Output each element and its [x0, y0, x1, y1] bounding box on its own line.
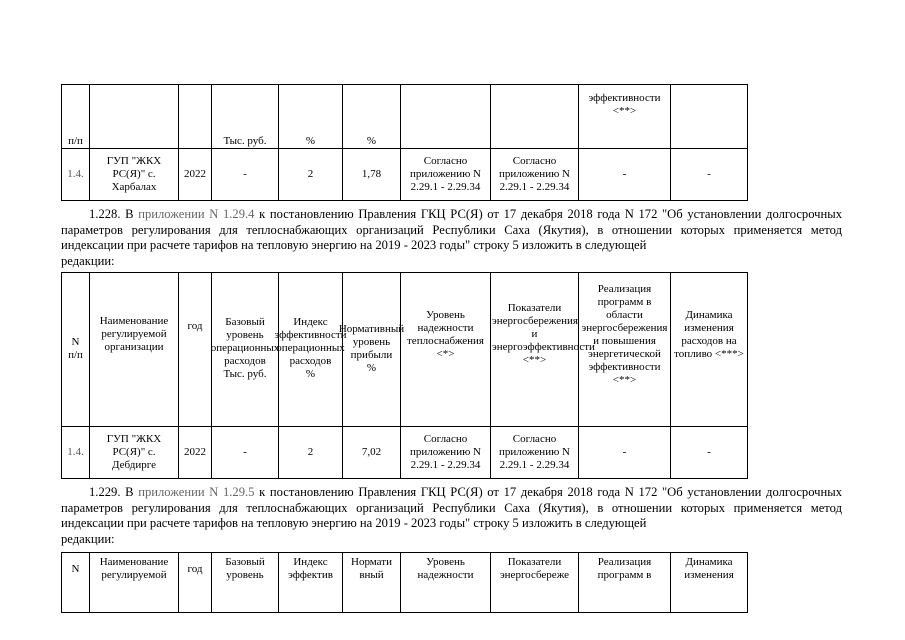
col-n — [62, 85, 90, 149]
paragraph-text: к постановлению Правления ГКЦ РС(Я) от 17 декабря 2018 года N 172 "Об установлении долгосрочных параметров регулирования для теплоснабжающих организаций Республики Саха (Якутия), в отношении которых применяется метод индексации при расчете тарифов на тепловую энергию на 2019 - 2023 годы" строку 5 изложить в следующей — [61, 207, 843, 252]
table-row — [62, 85, 748, 149]
header-programs: Реализация программ в — [579, 553, 671, 613]
header-n: N — [62, 553, 90, 613]
header-org: Наименование регулируемой — [90, 553, 179, 613]
paragraph-last-line: редакции: — [61, 531, 115, 546]
header-base-label: Базовый уровень операционных расходов — [210, 316, 280, 367]
programs-cell: - — [579, 427, 671, 479]
paragraph-number: 1.229. В — [89, 485, 134, 499]
reliability-cell: Согласно приложению N 2.29.1 - 2.29.34 — [401, 149, 491, 201]
table-1 — [61, 84, 748, 201]
paragraph-text: к постановлению Правления ГКЦ РС(Я) от 17 декабря 2018 года N 172 "Об установлении долгосрочных параметров регулирования для теплоснабжающих организаций Республики Саха (Якутия), в отношении которых применяется метод индексации при расчете тарифов на тепловую энергию на 2019 - 2023 годы" строку 5 изложить в следующей — [61, 485, 843, 530]
appendix-link[interactable]: приложении N 1.29.5 — [138, 485, 255, 499]
header-index-label: Индекс эффективности операционных расходов — [274, 316, 347, 367]
row-number: 1.4. — [62, 427, 90, 479]
header-profit-label: Нормативный уровень прибыли — [338, 322, 405, 361]
index-cell: 2 — [279, 427, 343, 479]
unit-index: % — [305, 368, 316, 380]
table-header-row — [62, 273, 748, 427]
header-fuel-label: Динамика изменения расходов на топливо <***> — [674, 308, 744, 360]
header-org — [90, 273, 179, 427]
col-index — [279, 85, 343, 149]
header-fuel — [671, 273, 748, 427]
row-number: 1.4. — [62, 149, 90, 201]
profit-cell: 1,78 — [343, 149, 401, 201]
unit-n: п/п — [68, 348, 83, 361]
table-row — [62, 149, 748, 201]
paragraph-1-228 — [61, 207, 842, 269]
header-year-label: год — [187, 319, 203, 332]
table-row — [62, 427, 748, 479]
energy-cell: Согласно приложению N 2.29.1 - 2.29.34 — [491, 149, 579, 201]
profit-cell: 7,02 — [343, 427, 401, 479]
header-energy — [491, 273, 595, 427]
unit-n: п/п — [68, 135, 83, 147]
header-org-label: Наименование регулируемой организации — [99, 315, 169, 353]
table-3 — [61, 552, 748, 613]
paragraph-number: 1.228. В — [89, 207, 134, 221]
header-energy-label: Показатели энергосбережения и энергоэффективности <**> — [492, 302, 595, 366]
header-programs — [579, 273, 671, 427]
base-cell: - — [212, 427, 279, 479]
unit-index: % — [305, 135, 316, 147]
col-year — [179, 85, 212, 149]
header-reliability: Уровень надежности — [401, 553, 491, 613]
header-index: Индекс эффектив — [279, 553, 343, 613]
header-fuel: Динамика изменения — [671, 553, 748, 613]
header-profit: Нормати вный — [343, 553, 401, 613]
header-reliability-label: Уровень надежности теплоснабжения <*> — [407, 308, 484, 360]
col-energy — [491, 85, 579, 149]
fuel-cell: - — [671, 149, 748, 201]
appendix-link[interactable]: приложении N 1.29.4 — [138, 207, 255, 221]
org-name: ГУП "ЖКХ РС(Я)" с. Харбалах — [90, 149, 179, 201]
header-base: Базовый уровень — [212, 553, 279, 613]
header-year: год — [179, 553, 212, 613]
paragraph-last-line: редакции: — [61, 253, 115, 268]
paragraph-1-229 — [61, 485, 842, 547]
col-fuel — [671, 85, 748, 149]
col-programs — [579, 85, 671, 149]
year-cell: 2022 — [179, 149, 212, 201]
index-cell: 2 — [279, 149, 343, 201]
unit-base: Тыс. руб. — [223, 368, 267, 380]
base-cell: - — [212, 149, 279, 201]
header-efficiency-tail: эффективности <**> — [588, 92, 661, 117]
programs-cell: - — [579, 149, 671, 201]
col-base — [212, 85, 279, 149]
header-profit — [338, 273, 405, 427]
fuel-cell: - — [671, 427, 748, 479]
header-year — [179, 273, 212, 427]
col-reliability — [401, 85, 491, 149]
energy-cell: Согласно приложению N 2.29.1 - 2.29.34 — [491, 427, 579, 479]
year-cell: 2022 — [179, 427, 212, 479]
unit-profit: % — [366, 135, 377, 147]
header-n-label: N — [71, 335, 80, 348]
col-profit — [343, 85, 401, 149]
col-org — [90, 85, 179, 149]
header-n — [62, 273, 90, 427]
reliability-cell: Согласно приложению N 2.29.1 - 2.29.34 — [401, 427, 491, 479]
table-2 — [61, 272, 748, 479]
table-header-row — [62, 553, 748, 613]
unit-base: Тыс. руб. — [223, 135, 267, 147]
header-index — [274, 273, 347, 427]
header-programs-label: Реализация программ в области энергосбережения и повышения энергетической эффективности <**> — [581, 282, 668, 386]
unit-profit: % — [366, 361, 377, 374]
header-base — [212, 273, 279, 427]
header-energy: Показатели энергосбереже — [491, 553, 579, 613]
header-reliability — [401, 273, 491, 427]
org-name: ГУП "ЖКХ РС(Я)" с. Дебдирге — [90, 427, 179, 479]
